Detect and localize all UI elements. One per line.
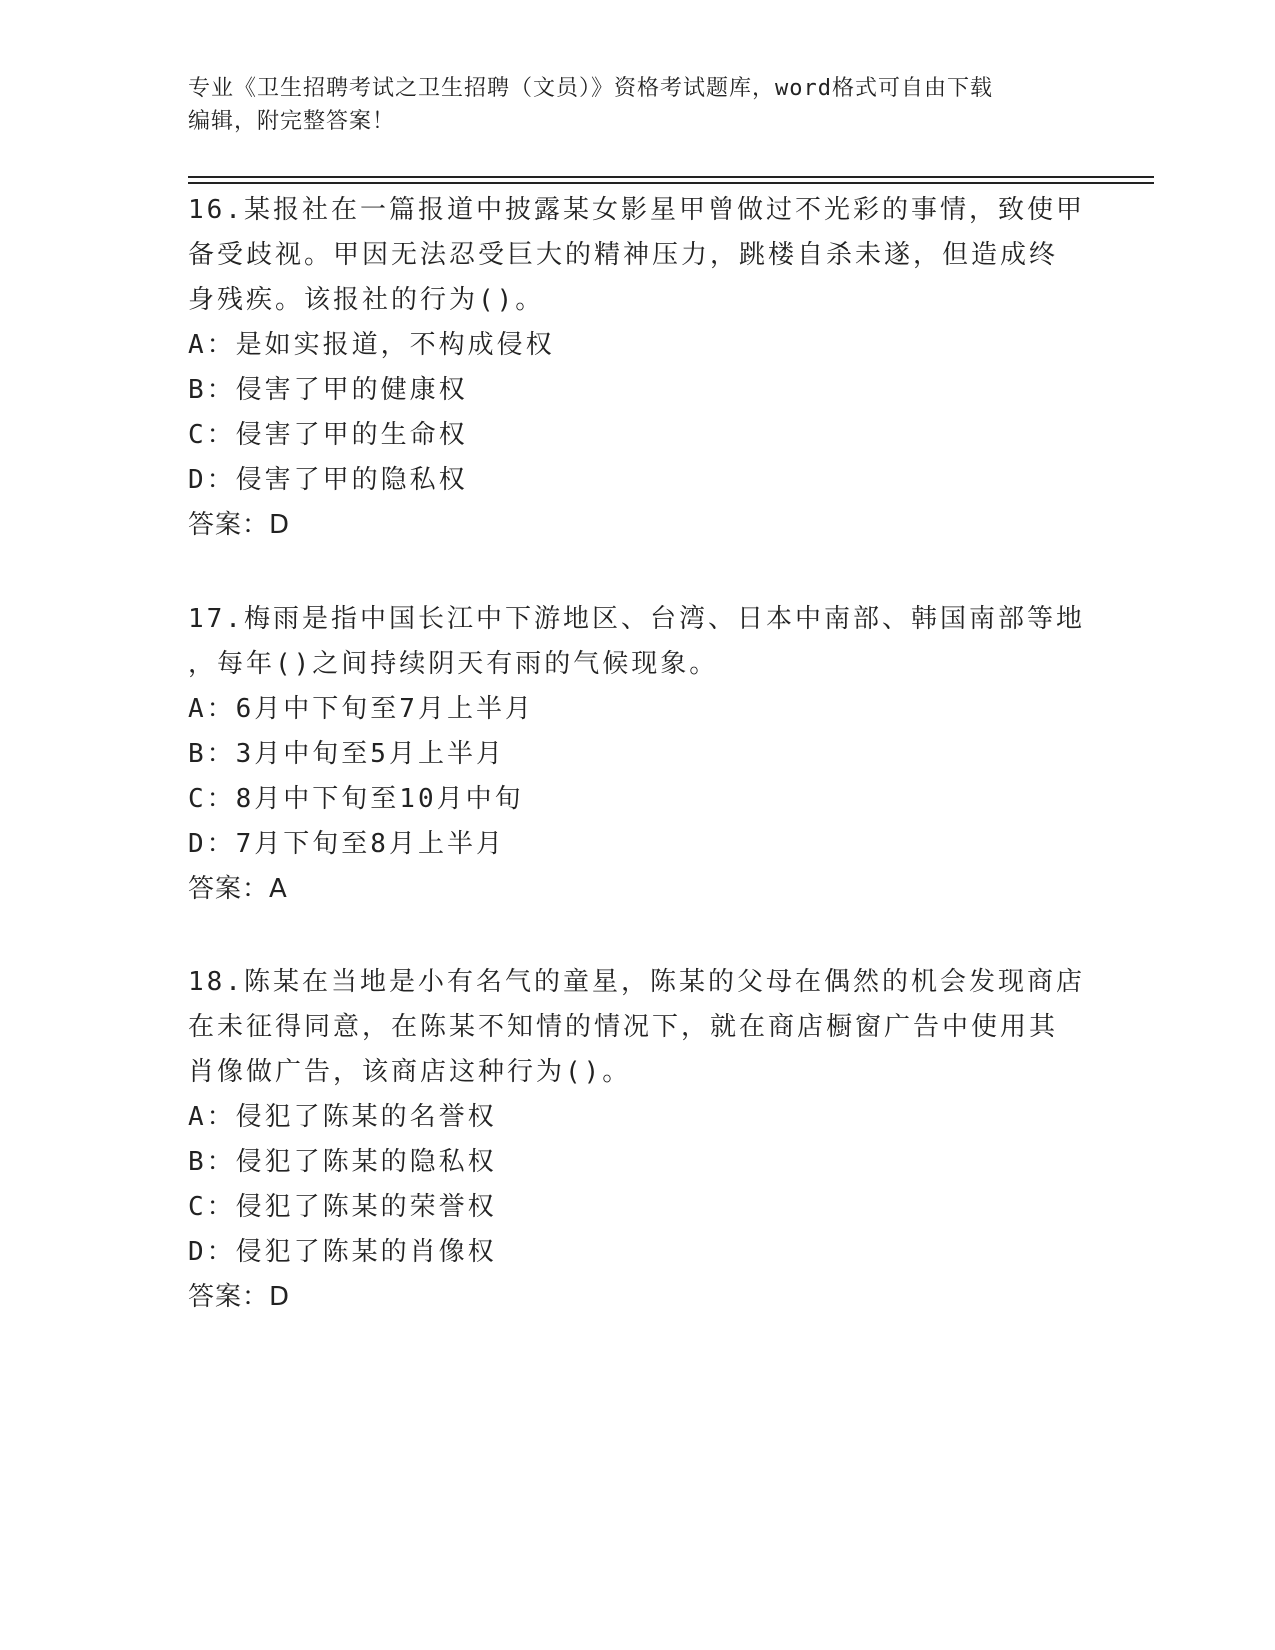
header-line-1: 专业《卫生招聘考试之卫生招聘（文员）》资格考试题库，word格式可自由下载 bbox=[188, 76, 993, 101]
question-stem-line: 肖像做广告，该商店这种行为()。 bbox=[188, 1057, 632, 1087]
answer-label: 答案：A bbox=[188, 874, 288, 904]
option-a: A：6月中下旬至7月上半月 bbox=[188, 694, 534, 724]
option-b: B：3月中旬至5月上半月 bbox=[188, 739, 505, 769]
option-a: A：侵犯了陈某的名誉权 bbox=[188, 1102, 497, 1132]
option-c: C：8月中下旬至10月中旬 bbox=[188, 784, 524, 814]
question-stem-line: 17.梅雨是指中国长江中下游地区、台湾、日本中南部、韩国南部等地 bbox=[188, 604, 1085, 634]
option-a: A：是如实报道，不构成侵权 bbox=[188, 330, 555, 360]
question-stem-line: 在未征得同意，在陈某不知情的情况下，就在商店橱窗广告中使用其 bbox=[188, 1012, 1059, 1042]
question-stem-line: 备受歧视。甲因无法忍受巨大的精神压力，跳楼自杀未遂，但造成终 bbox=[188, 240, 1059, 270]
option-c: C：侵犯了陈某的荣誉权 bbox=[188, 1192, 497, 1222]
answer-label: 答案：D bbox=[188, 1282, 291, 1312]
header-divider-bottom bbox=[188, 182, 1154, 184]
option-c: C：侵害了甲的生命权 bbox=[188, 420, 468, 450]
header-divider-top bbox=[188, 176, 1154, 178]
question-stem-line: 18.陈某在当地是小有名气的童星，陈某的父母在偶然的机会发现商店 bbox=[188, 967, 1085, 997]
option-b: B：侵犯了陈某的隐私权 bbox=[188, 1147, 497, 1177]
question-stem-line: 身残疾。该报社的行为()。 bbox=[188, 285, 545, 315]
option-b: B：侵害了甲的健康权 bbox=[188, 375, 468, 405]
header-line-2: 编辑，附完整答案！ bbox=[188, 109, 396, 134]
question-17 bbox=[188, 597, 1088, 912]
option-d: D：侵犯了陈某的肖像权 bbox=[188, 1237, 497, 1267]
question-stem-line: 16.某报社在一篇报道中披露某女影星甲曾做过不光彩的事情，致使甲 bbox=[188, 195, 1085, 225]
answer-label: 答案：D bbox=[188, 510, 291, 540]
document-header bbox=[188, 72, 1088, 138]
question-stem-line: ，每年()之间持续阴天有雨的气候现象。 bbox=[188, 649, 719, 679]
question-16 bbox=[188, 188, 1088, 548]
option-d: D：7月下旬至8月上半月 bbox=[188, 829, 505, 859]
question-18 bbox=[188, 960, 1088, 1320]
option-d: D：侵害了甲的隐私权 bbox=[188, 465, 468, 495]
